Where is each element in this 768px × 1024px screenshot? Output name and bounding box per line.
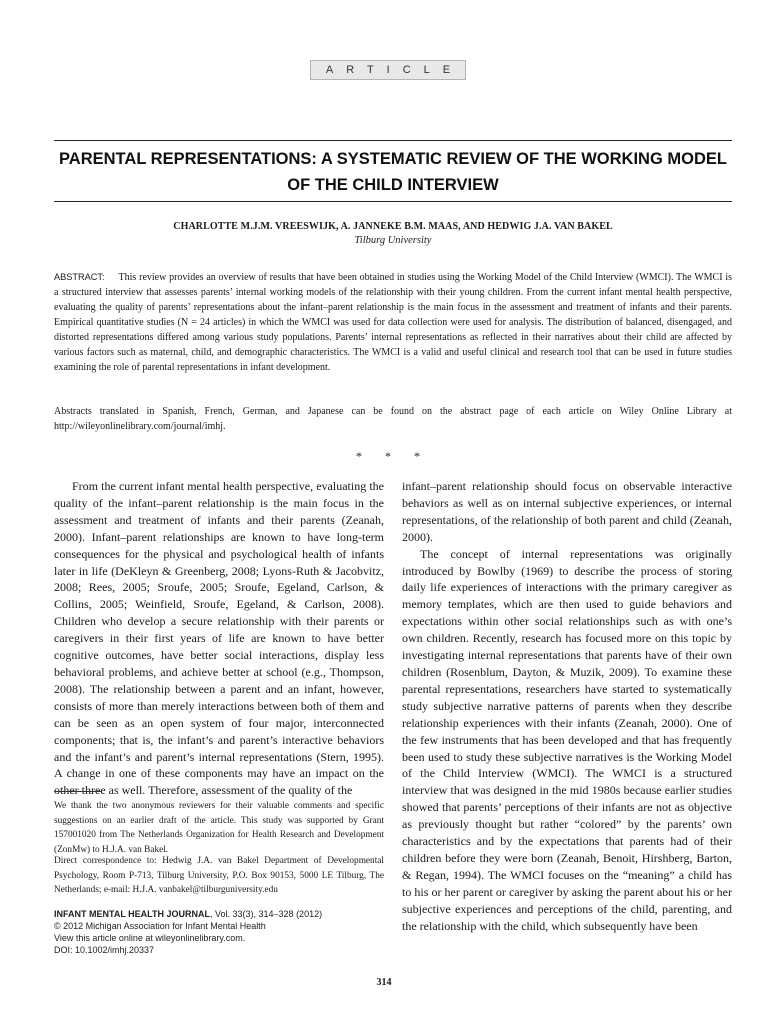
journal-copyright: © 2012 Michigan Association for Infant Mental Health [54, 921, 266, 931]
abstract-label: ABSTRACT: [54, 272, 105, 282]
body-paragraph: infant–parent relationship should focus on observable interactive behaviors as well as on internal subjective experiences, or internal representations, of the relationship of both parent and child (Zeanah, 2000). [402, 479, 732, 544]
journal-name: INFANT MENTAL HEALTH JOURNAL [54, 909, 210, 919]
page-number: 314 [376, 977, 392, 988]
article-type-tag: ARTICLE [310, 60, 466, 80]
journal-volume: , Vol. 33(3), 314–328 (2012) [210, 909, 323, 919]
abstract [54, 270, 732, 375]
journal-doi: DOI: 10.1002/imhj.20337 [54, 945, 155, 955]
abstract-text: This review provides an overview of results that have been obtained in studies using the Working Model of the Child Interview (WMCI). The WMCI is a structured interview that assesses parents’ internal working models of the relationship with their young children. From the current infant mental health perspective, evaluating the quality of parents’ representations about the infant–parent relationship is the main focus in the assessment and treatment of infants and their parents. Empirical quantitative studies (N = 24 articles) in which the WMCI was used for data collection were used for analysis. The distribution of balanced, disengaged, and distorted representations differed among various study populations. Parents’ internal representations as reflected in their narratives about their child are affected by various factors such as maternal, child, and demographic characteristics. The WMCI is a valid and useful clinical and research tool that can be used in future studies examining the role of parental representations in infant development. [54, 272, 732, 373]
journal-citation [54, 908, 454, 920]
journal-info [54, 908, 454, 956]
article-title: PARENTAL REPRESENTATIONS: A SYSTEMATIC REVIEW OF THE WORKING MODEL OF THE CHILD INTERVIEW [59, 150, 727, 194]
footnote-rule [54, 791, 102, 792]
body-column-right [402, 478, 732, 933]
journal-online-link: View this article online at wileyonlinelibrary.com. [54, 933, 246, 943]
footnote-correspondence: Direct correspondence to: Hedwig J.A. van Bakel Department of Developmental Psychology, Room P-713, Tilburg University, P.O. Box 90153, 5000 LE Tilburg, The Netherlands; e-mail: H.J.A. vanbakel@tilburguniversity.edu [54, 856, 384, 895]
footnote-acknowledgment: We thank the two anonymous reviewers for their valuable comments and specific suggestions on an earlier draft of the article. This study was supported by Grant 157001020 from The Netherlands Organization for Health Research and Development (ZonMw) to H.J.A. van Bakel. [54, 801, 384, 855]
body-paragraph: From the current infant mental health perspective, evaluating the quality of the infant–parent relationship is the main focus in the assessment and treatment of infants and their parents (Zeanah, 2000). Infant–parent relationships are known to have long-term consequences for the physical and psychological health of infants later in life (DeKleyn & Greenberg, 2008; Lyons-Ruth & Jacobvitz, 2008; Rees, 2005; Sroufe, 2005; Sroufe, Egeland, Carlson, & Collins, 2005; Weinfield, Sroufe, Egeland, & Carlson, 2008). Children who develop a secure relationship with their parents or caregivers in their first years of life are known to have better cognitive outcomes, have better social interactions, display less behavioral problems, and achieve better at school (e.g., Thompson, 2008). The relationship between a parent and an infant, however, consists of more than merely interactions between both of them and can be seen as an open system of four major, interconnected components; that is, the infant’s and parent’s interactive behaviors and the infant’s and parent’s internal representations (Stern, 1995). A change in one of these components may have an impact on the other three as well. Therefore, assessment of the quality of the [54, 479, 384, 798]
translated-abstracts-note: Abstracts translated in Spanish, French, German, and Japanese can be found on the abstract page of each article on Wiley Online Library at http://wileyonlinelibrary.com/journal/imhj. [54, 406, 732, 432]
body-paragraph: The concept of internal representations was originally introduced by Bowlby (1969) to describe the process of storing daily life experiences of interactions with the primary caregiver as memory templates, which are then used to guide behaviors and expectations within other social relationships such as with one’s own children. Recently, research has focused more on this topic by investigating internal representations that parents have of their own children (Rosenblum, Dayton, & Muzik, 2009). To examine these parental representations, researchers have started to systematically study subjective narrative patterns of parents when they describe relationship experiences with their infants (Zeanah, 2000). One of the few instruments that has been developed and that has frequently been used to study these subjective narratives is the Working Model of the Child Interview (WMCI). The WMCI is a structured interview that was designed in the mid 1980s because earlier studies showed that parents’ perceptions of their infants are not as objective as previously thought but rather “colored” by the parents’ own characteristics and by the expectations that parents had of their children before they were born (Zeanah, Benoit, Hirshberg, Barton, & Regan, 1994). The WMCI focuses on the “meaning” a child has to his or her parent or caregiver by asking the parent about his or her subjective experiences and perceptions of the child, parenting, and the relationship with the child, which subsequently have been [402, 546, 732, 933]
title-rule-bottom [54, 201, 732, 202]
body-column-left [54, 478, 384, 798]
section-separator: * * * [356, 449, 430, 463]
title-rule-top [54, 140, 732, 141]
author-affiliation: Tilburg University [354, 235, 432, 246]
author-list: CHARLOTTE M.J.M. VREESWIJK, A. JANNEKE B.M. MAAS, AND HEDWIG J.A. VAN BAKEL [173, 221, 613, 232]
